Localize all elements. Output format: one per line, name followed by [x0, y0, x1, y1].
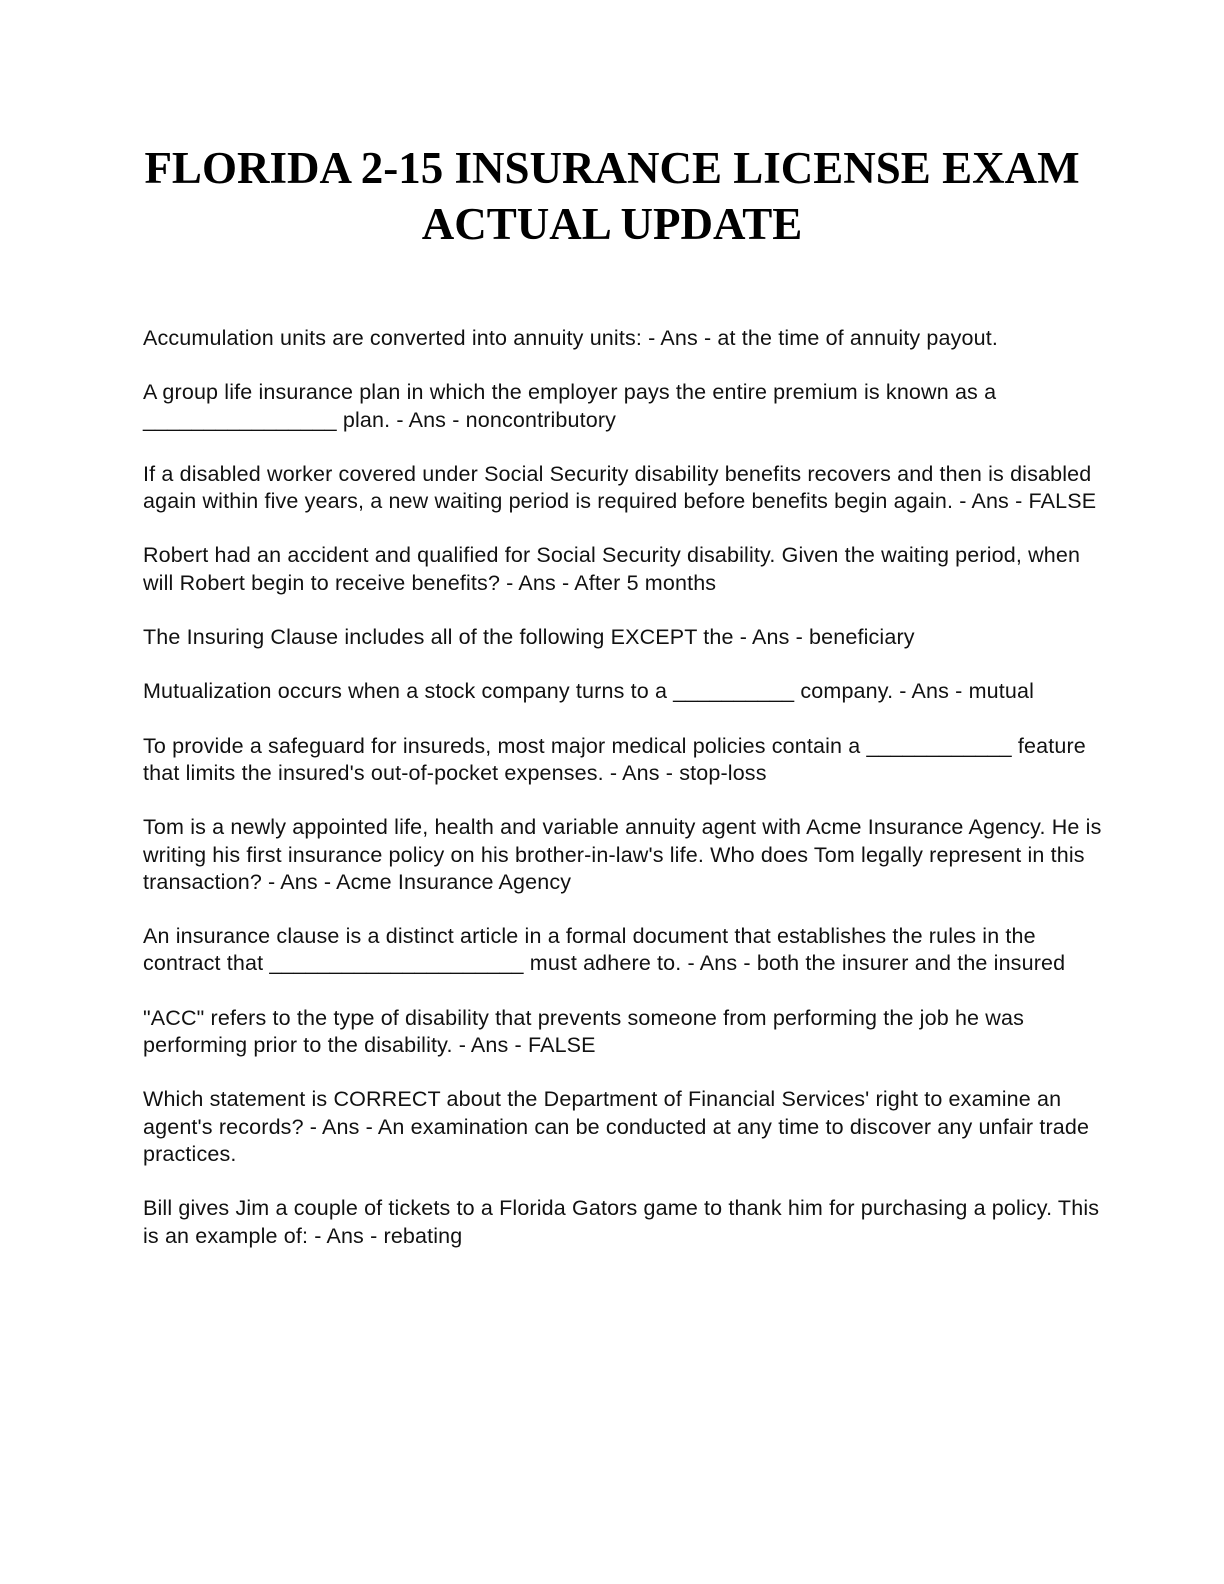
qa-item-2: A group life insurance plan in which the employer pays the entire premium is known as a ________________ plan. - Ans - noncontributory	[143, 380, 997, 432]
qa-item-1: Accumulation units are converted into annuity units: - Ans - at the time of annuity payout.	[143, 326, 999, 350]
qa-item-9: An insurance clause is a distinct article in a formal document that establishes the rules in the contract that _____________________ must adhere to. - Ans - both the insurer and the insured	[143, 924, 1066, 976]
question-answer-list	[143, 325, 1103, 1277]
qa-item-4: Robert had an accident and qualified for Social Security disability. Given the waiting period, when will Robert begin to receive benefits? - Ans - After 5 months	[143, 543, 1081, 595]
document-title	[100, 140, 1124, 252]
title-line-1: FLORIDA 2-15 INSURANCE LICENSE EXAM	[144, 143, 1080, 193]
qa-item-10: "ACC" refers to the type of disability that prevents someone from performing the job he was performing prior to the disability. - Ans - FALSE	[143, 1005, 1024, 1058]
qa-item-3: If a disabled worker covered under Social Security disability benefits recovers and then is disabled again within five years, a new waiting period is required before benefits begin again. - Ans - FALSE	[143, 461, 1097, 514]
qa-item-7: To provide a safeguard for insureds, most major medical policies contain a ____________ feature that limits the insured's out-of-pocket expenses. - Ans - stop-loss	[143, 733, 1086, 785]
title-line-2: ACTUAL UPDATE	[421, 199, 803, 249]
qa-item-6: Mutualization occurs when a stock company turns to a __________ company. - Ans - mutual	[143, 679, 1035, 704]
qa-item-11: Which statement is CORRECT about the Department of Financial Services' right to examine an agent's records? - Ans - An examination can be conducted at any time to discover any unfair trade practices.	[143, 1087, 1090, 1166]
qa-item-8: Tom is a newly appointed life, health and variable annuity agent with Acme Insurance Agency. He is writing his first insurance policy on his brother-in-law's life. Who does Tom legally represent in this transaction? - Ans - Acme Insurance Agency	[143, 815, 1102, 894]
qa-item-5: The Insuring Clause includes all of the following EXCEPT the - Ans - beneficiary	[143, 625, 915, 650]
qa-item-12: Bill gives Jim a couple of tickets to a Florida Gators game to thank him for purchasing a policy. This is an example of: - Ans - rebating	[143, 1196, 1100, 1248]
